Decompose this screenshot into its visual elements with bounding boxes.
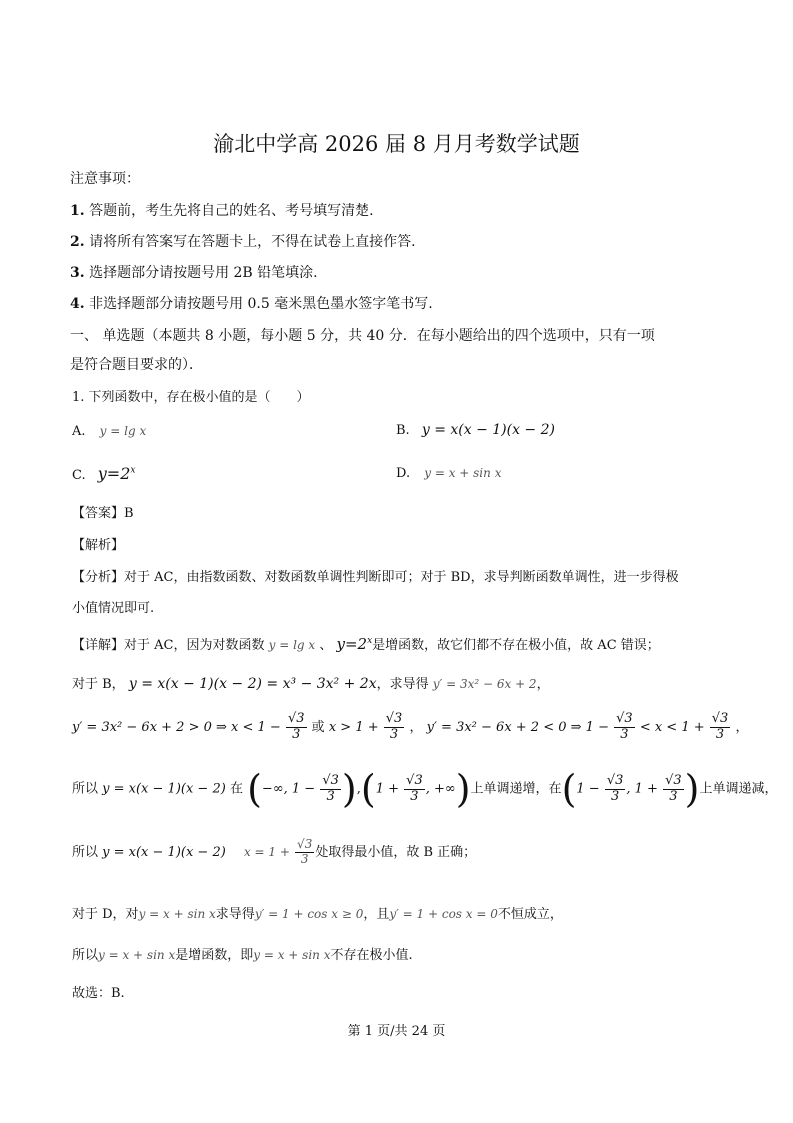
fraction	[295, 838, 314, 867]
left-paren-icon: (	[561, 767, 577, 811]
left-paren-icon: (	[360, 767, 376, 811]
math-expression: y′ = 3x² − 6x + 2 > 0 ⇒ x < 1 −	[72, 719, 281, 735]
notice-item	[70, 200, 374, 220]
fraction-numerator: √3	[616, 711, 633, 726]
notice-item-number: 1.	[70, 203, 85, 219]
detail-line1	[72, 634, 660, 653]
detail-text: 上单调递减，	[699, 781, 778, 797]
detail-text: 不恒成立，	[497, 907, 563, 922]
option-expression-exponent: x	[130, 465, 136, 476]
option-a	[72, 424, 146, 439]
notice-item-number: 2.	[70, 234, 85, 250]
right-paren-icon: )	[684, 767, 700, 811]
math-base: y=2	[336, 635, 368, 653]
detail-text: 所以	[72, 948, 99, 963]
detail-text: 在	[229, 781, 243, 797]
option-label: A.	[72, 424, 86, 439]
fraction-numerator: √3	[406, 772, 423, 788]
notice-item-text: 答题前，考生先将自己的姓名、考号填写清楚.	[89, 203, 374, 219]
right-paren-icon: )	[455, 767, 471, 811]
fraction-denominator: 3	[389, 726, 399, 742]
fraction-denominator: 3	[715, 726, 725, 742]
detail-text: 所以	[72, 781, 99, 797]
detail-text: 对于 AC，因为对数函数	[124, 638, 265, 653]
math-expression: y′ = 3x² − 6x + 2	[432, 677, 537, 691]
detail-text: ，	[409, 719, 423, 735]
detail-text: ，	[735, 719, 749, 735]
math-exponent: x	[367, 636, 373, 646]
separator: 、	[319, 638, 333, 653]
detail-text: 对于 D，对	[72, 907, 139, 922]
math-expression: x = 1 +	[243, 844, 290, 859]
math-expression	[337, 635, 373, 653]
option-expression: y = x(x − 1)(x − 2)	[421, 422, 555, 438]
notice-item-number: 3.	[70, 265, 85, 281]
analysis-label: 【解析】	[72, 538, 125, 553]
option-expression	[98, 464, 136, 483]
fraction-numerator: √3	[297, 837, 313, 851]
detail-text: 是增函数，即	[175, 948, 254, 963]
notice-heading: 注意事项：	[70, 171, 140, 187]
fenxi-text: 对于 AC，由指数函数、对数函数单调性判断即可；对于 BD，求导判断函数单调性，进一步得极	[124, 570, 679, 585]
fraction-numerator: √3	[711, 711, 729, 726]
page-title: 渝北中学高 2026 届 8 月月考数学试题	[213, 132, 580, 156]
detail-line6	[72, 903, 563, 922]
fraction	[605, 774, 626, 805]
fenxi-line2: 小值情况即可.	[72, 601, 155, 616]
fenxi-label: 【分析】	[72, 570, 125, 585]
detail-line7	[72, 944, 413, 963]
fraction-numerator: √3	[606, 772, 624, 788]
fraction	[320, 774, 341, 805]
math-expression: y = lg x	[268, 638, 316, 652]
question-stem: 1. 下列函数中，存在极小值的是（ ）	[72, 390, 310, 405]
fraction	[710, 712, 731, 743]
detail-text: 所以	[72, 844, 99, 860]
fraction-numerator: √3	[385, 711, 403, 726]
detail-line3	[72, 712, 748, 743]
fraction	[404, 774, 425, 805]
fraction-numerator: √3	[322, 772, 339, 788]
fraction-numerator: √3	[665, 772, 682, 788]
notice-item	[70, 262, 318, 282]
answer-label: 【答案】	[72, 506, 125, 521]
math-expression: x > 1 +	[328, 719, 379, 735]
detail-line2	[72, 673, 550, 692]
notice-item-text: 请将所有答案写在答题卡上，不得在试卷上直接作答.	[89, 234, 416, 250]
detail-line8: 故选：B.	[72, 986, 125, 1001]
fraction-denominator: 3	[292, 726, 301, 742]
option-label: B.	[396, 423, 410, 438]
answer-line	[72, 502, 134, 521]
section-heading-line2: 是符合题目要求的）．	[70, 357, 203, 373]
fraction-denominator: 3	[410, 788, 419, 804]
detail-text: 对于 B，	[72, 677, 125, 692]
math-expression: y = x(x − 1)(x − 2)	[102, 781, 226, 797]
left-paren-icon: (	[247, 767, 262, 811]
fraction	[614, 712, 635, 743]
math-expression: y = x + sin x	[253, 948, 331, 962]
option-expression: y = lg x	[99, 424, 147, 438]
math-expression: y′ = 3x² − 6x + 2 < 0 ⇒ 1 −	[426, 719, 609, 735]
answer-value: B	[124, 506, 134, 521]
math-expression: −∞, 1 −	[261, 781, 316, 797]
page-footer: 第 1 页/共 24 页	[347, 1024, 446, 1039]
detail-line4: 所以 y = x(x − 1)(x − 2) 在 (−∞, 1 − $\frac{√3}{3}$ ),(1 + $\frac{√3}{3}$ , +∞)上单调递增，在(1 − $\frac{√3}{3}$ , 1 + $\frac{√3}{3}$ )上单调递减，	[72, 767, 778, 811]
fraction-numerator: √3	[287, 711, 305, 726]
detail-line5	[72, 838, 476, 867]
math-expression: y′ = 1 + cos x ≥ 0	[254, 907, 364, 921]
fraction-denominator: 3	[620, 726, 629, 742]
notice-item-text: 非选择题部分请按题号用 0.5 毫米黑色墨水签字笔书写.	[89, 296, 433, 312]
detail-text: 处取得最小值，故 B 正确；	[315, 844, 477, 860]
detail-text: ，且	[363, 907, 390, 922]
right-paren-icon: )	[341, 767, 357, 811]
fenxi-line1	[72, 566, 679, 585]
math-expression: , 1 +	[626, 781, 658, 797]
detail-text: 或	[311, 719, 325, 735]
fraction	[384, 712, 405, 743]
detail-text: ，求导得	[376, 677, 429, 692]
math-expression: y = x(x − 1)(x − 2) = x³ − 3x² + 2x	[128, 676, 377, 692]
math-expression: , +∞	[425, 781, 456, 797]
fraction-denominator: 3	[300, 851, 309, 866]
detail-text: ，	[536, 677, 550, 692]
math-expression: y = x(x − 1)(x − 2)	[102, 844, 226, 860]
math-expression: < x < 1 +	[639, 719, 705, 735]
detail-text: 是增函数，故它们都不存在极小值，故 AC 错误；	[372, 638, 660, 653]
option-expression-base: y=2	[97, 464, 131, 483]
detail-label: 【详解】	[72, 638, 125, 653]
math-expression: y′ = 1 + cos x = 0	[389, 907, 498, 921]
math-expression: 1 −	[576, 781, 600, 797]
fraction-denominator: 3	[610, 788, 620, 804]
option-label: C.	[72, 468, 86, 483]
section-heading-line1: 一、 单选题（本题共 8 小题，每小题 5 分，共 40 分．在每小题给出的四个选项中，只有一项	[70, 328, 655, 344]
fraction	[286, 712, 307, 743]
option-c	[72, 464, 135, 483]
detail-text: 求导得	[215, 907, 255, 922]
notice-item	[70, 293, 433, 313]
fraction-denominator: 3	[326, 788, 335, 804]
option-expression: y = x + sin x	[424, 466, 502, 480]
math-expression: y = x + sin x	[138, 907, 216, 921]
notice-item-number: 4.	[70, 296, 85, 312]
notice-item	[70, 231, 416, 251]
option-b	[396, 422, 555, 438]
detail-text: 上单调递增，在	[470, 781, 562, 797]
math-expression: y = x + sin x	[98, 948, 176, 962]
math-expression: 1 +	[375, 781, 400, 797]
detail-text: 不存在极小值.	[330, 948, 413, 963]
fraction-denominator: 3	[669, 788, 678, 804]
fraction	[663, 774, 684, 805]
option-d	[396, 466, 501, 481]
notice-item-text: 选择题部分请按题号用 2B 铅笔填涂.	[89, 265, 318, 281]
option-label: D.	[396, 466, 411, 481]
